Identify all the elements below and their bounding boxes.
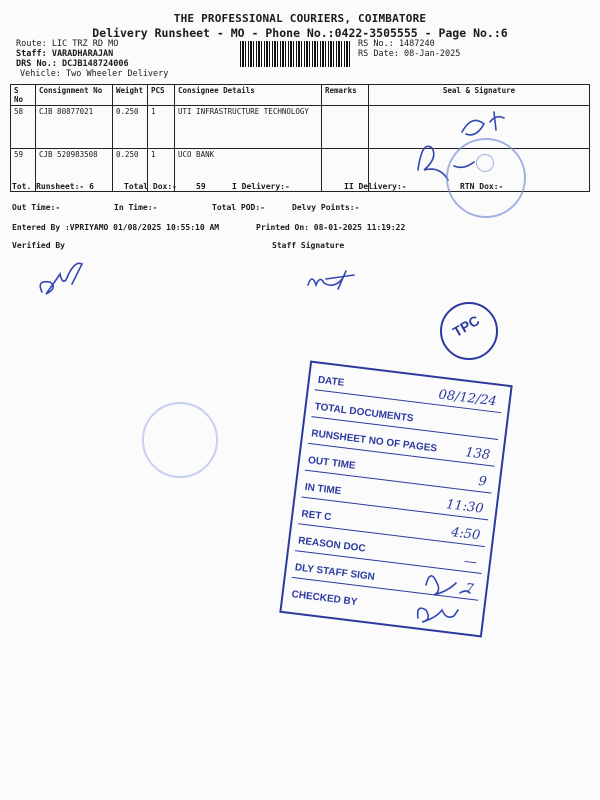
staff-signature-scribble [308, 271, 354, 289]
stamp-value: 9 [477, 473, 488, 490]
drs-text: DRS No.: DCJB148724006 [16, 59, 129, 69]
staff-signature: Staff Signature [272, 241, 345, 250]
stamp-label: RUNSHEET NO OF PAGES [310, 428, 438, 455]
cell-weight: 0.250 [113, 149, 148, 192]
delvy-points: Delvy Points:- [292, 203, 360, 212]
stamp-label: CHECKED BY [290, 589, 358, 609]
route-text: Route: LIC TRZ RD MO [16, 39, 119, 49]
stamp-label: TOTAL DOCUMENTS [313, 401, 415, 425]
header-company: THE PROFESSIONAL COURIERS, COIMBATORE [173, 12, 427, 25]
stamp-label: REASON DOC [297, 535, 367, 555]
cell-pcs: 1 [148, 106, 175, 149]
col-remarks: Remarks [322, 85, 369, 106]
stamp-label: IN TIME [304, 481, 342, 498]
cell-consignee: UCO BANK [175, 149, 322, 192]
total-dox-label: Total Dox:- [124, 182, 177, 191]
rtn-dox: RTN Dox:- [460, 182, 504, 191]
stamp-value: 7 [464, 581, 475, 598]
rs-no-text: RS No.: 1487240 [358, 39, 435, 49]
ii-delivery: II Delivery:- [344, 182, 407, 191]
staff-text: Staff: VARADHARAJAN [16, 49, 114, 59]
tpc-mark: TPC [449, 312, 483, 340]
col-sno: S No [11, 85, 36, 106]
cell-consignment: CJB 80877021 [36, 106, 113, 149]
rs-date-text: RS Date: 08-Jan-2025 [358, 49, 461, 59]
stamp-label: DLY STAFF SIGN [294, 562, 376, 583]
entered-by: Entered By :VPRIYAMO 01/08/2025 10:55:10 AM [12, 223, 220, 232]
stamp-label: OUT TIME [307, 455, 357, 472]
stamp-value: — [463, 553, 478, 571]
verified-signature [40, 263, 82, 294]
cell-sno: 59 [11, 149, 36, 192]
round-seal-stamp [446, 138, 526, 218]
total-dox-value: 59 [196, 182, 206, 191]
cell-weight: 0.250 [113, 106, 148, 149]
signature-row1 [462, 112, 504, 135]
vehicle-text: Vehicle: Two Wheeler Delivery [20, 69, 169, 79]
stamp-label: DATE [317, 374, 345, 389]
header-subtitle: Delivery Runsheet - MO - Phone No.:0422-3505555 - Page No.:6 [92, 26, 508, 40]
i-delivery: I Delivery:- [232, 182, 290, 191]
out-time: Out Time:- [12, 203, 61, 212]
stamp-value: 11:30 [445, 497, 485, 517]
cell-consignment: CJB 520983508 [36, 149, 113, 192]
stamp-value: 4:50 [450, 525, 482, 544]
in-time: In Time:- [114, 203, 158, 212]
tot-runsheet: Tot. Runsheet:- 6 [12, 182, 94, 191]
col-seal: Seal & Signature [369, 85, 590, 106]
verified-by: Verified By [12, 241, 65, 250]
cell-sno: 58 [11, 106, 36, 149]
seal-inner-circle [476, 154, 494, 172]
col-pcs: PCS [148, 85, 175, 106]
col-consignment: Consignment No [36, 85, 113, 106]
cell-consignee: UTI INFRASTRUCTURE TECHNOLOGY [175, 106, 322, 149]
stamp-value: 138 [464, 445, 491, 464]
stamp-label: RET C [300, 508, 332, 524]
stamp-value: 08/12/24 [437, 387, 498, 410]
tpc-circle-stamp [440, 302, 498, 360]
col-weight: Weight [113, 85, 148, 106]
faded-round-stamp [142, 402, 218, 478]
delivery-stamp [279, 361, 512, 638]
col-consignee: Consignee Details [175, 85, 322, 106]
cell-pcs: 1 [148, 149, 175, 192]
printed-on: Printed On: 08-01-2025 11:19:22 [256, 223, 406, 232]
total-pod: Total POD:- [212, 203, 265, 212]
